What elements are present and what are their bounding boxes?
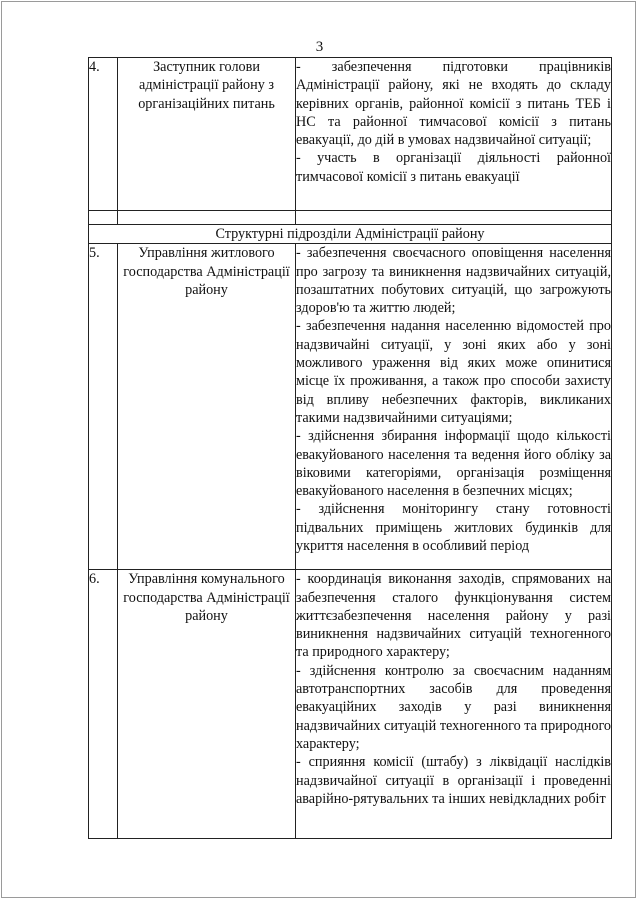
duty-item: - сприяння комісії (штабу) з ліквідації наслідків надзвичайної ситуації в організації і проведенні аварійно-рятувальних та інших невідкладних робіт xyxy=(296,754,611,807)
responsible-name: Управління комунального господарства Адміністрації району xyxy=(118,570,296,839)
duties-cell xyxy=(296,58,612,211)
duties-cell xyxy=(296,244,612,570)
duty-item: - здійснення контролю за своєчасним наданням автотранспортних засобів для проведення евакуаційних заходів у разі виникнення надзвичайних ситуацій техногенного та природного характеру; xyxy=(296,662,611,752)
duty-item: - забезпечення підготовки працівників Адміністрації району, які не входять до складу керівних органів, районної комісії з питань ТЕБ і НС та районної тимчасової комісії з питань евакуації, до дій в умовах надзвичайної ситуації; xyxy=(296,59,611,149)
table-row xyxy=(89,58,612,211)
section-title: Структурні підрозділи Адміністрації району xyxy=(89,225,612,244)
responsible-name: Управління житлового господарства Адміністрації району xyxy=(118,244,296,570)
duty-item: - участь в організації діяльності районної тимчасової комісії з питань евакуації xyxy=(296,150,611,185)
section-header-row xyxy=(89,225,612,244)
row-number: 4. xyxy=(89,58,118,211)
duty-item: - координація виконання заходів, спрямованих на забезпечення сталого функціонування систем життєзабезпечення населення району у разі виникнення надзвичайних ситуацій техногенного та природного характеру; xyxy=(296,571,611,661)
table-row xyxy=(89,570,612,839)
responsibilities-table xyxy=(88,57,612,839)
duty-item: - забезпечення своєчасного оповіщення населення про загрозу та виникнення надзвичайних ситуацій, позаштатних побутових ситуацій, що загрожують здоров'ю та життю людей; xyxy=(296,245,611,317)
duties-cell xyxy=(296,570,612,839)
responsible-name: Заступник голови адміністрації району з організаційних питань xyxy=(118,58,296,211)
row-number: 5. xyxy=(89,244,118,570)
table-row-spacer xyxy=(89,211,612,225)
duty-item: - здійснення моніторингу стану готовності підвальних приміщень житлових будинків для укриття населення в особливий період xyxy=(296,501,611,555)
page-number: 3 xyxy=(315,39,324,55)
duty-item: - забезпечення надання населенню відомостей про надзвичайні ситуації, у зоні яких або у зоні можливого ураження від яких може опинитися місце їх проживання, а також про способи захисту від впливу небезпечних факторів, викликаних такими надзвичайними ситуаціями; xyxy=(296,318,611,426)
duty-item: - здійснення збирання інформації щодо кількості евакуйованого населення та ведення його обліку за віковими категоріями, організація розміщення евакуйованого населення в безпечних місцях; xyxy=(296,428,611,500)
table-row xyxy=(89,244,612,570)
row-number: 6. xyxy=(89,570,118,839)
